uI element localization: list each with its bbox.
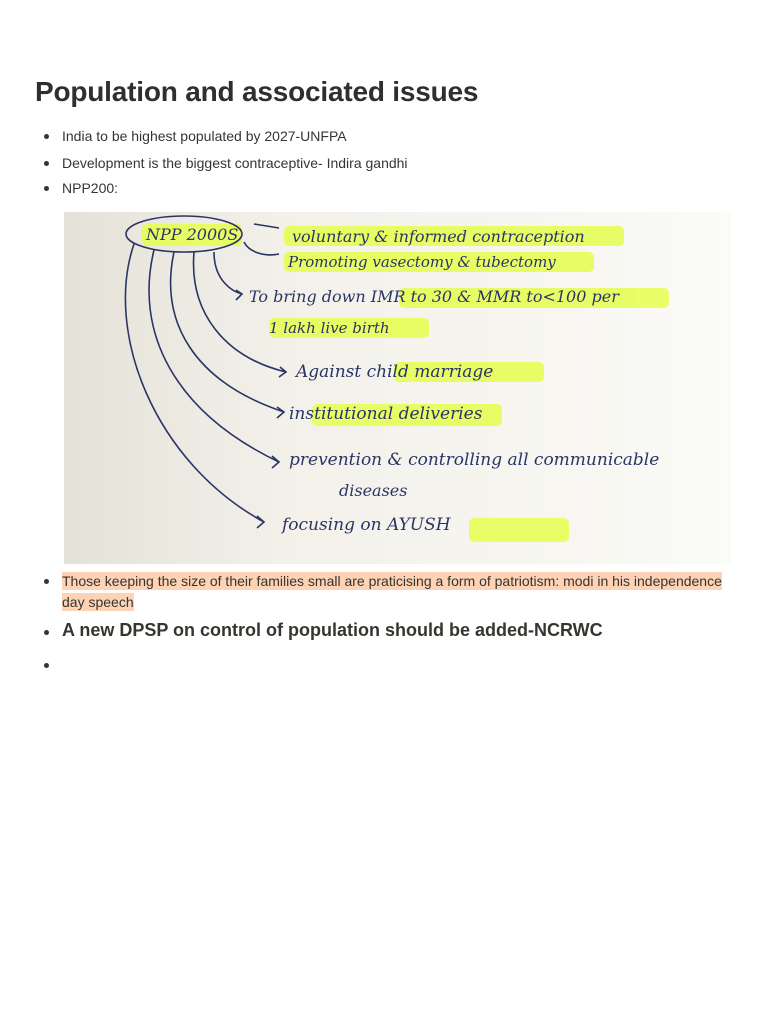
bullet-text: India to be highest populated by 2027-UNFPA xyxy=(62,128,347,144)
note-line: institutional deliveries xyxy=(289,404,483,424)
note-line: Promoting vasectomy & tubectomy xyxy=(288,253,556,271)
bullet-dot-icon xyxy=(44,579,49,584)
bullet-text-bold: A new DPSP on control of population should be added-NCRWC xyxy=(62,620,603,640)
bullet-dot-icon xyxy=(44,630,49,635)
note-line: voluntary & informed contraception xyxy=(292,227,585,246)
note-line: diseases xyxy=(339,481,408,500)
bullet-dot-icon xyxy=(44,186,49,191)
highlight-mark xyxy=(469,518,569,542)
bullet-dot-icon xyxy=(44,663,49,668)
note-heading: NPP 2000S xyxy=(146,225,239,244)
handwritten-note-image xyxy=(64,212,731,564)
handwritten-note-drawing xyxy=(64,212,731,564)
highlighted-quote: Those keeping the size of their families small are praticising a form of patriotism: modi in his independence day speech xyxy=(62,573,722,610)
note-line: focusing on AYUSH xyxy=(282,515,451,535)
note-line: Against child marriage xyxy=(296,362,494,382)
bullet-dot-icon xyxy=(44,134,49,139)
bullet-text-wrapper xyxy=(62,571,722,613)
bullet-dot-icon xyxy=(44,161,49,166)
bullet-text: NPP200: xyxy=(62,180,119,196)
note-line: To bring down IMR to 30 & MMR to<100 per xyxy=(249,287,619,306)
note-line: prevention & controlling all communicable xyxy=(289,450,660,470)
note-line: 1 lakh live birth xyxy=(269,319,390,337)
bullet-text: Development is the biggest contraceptive- Indira gandhi xyxy=(62,155,408,171)
page-title: Population and associated issues xyxy=(35,76,479,107)
